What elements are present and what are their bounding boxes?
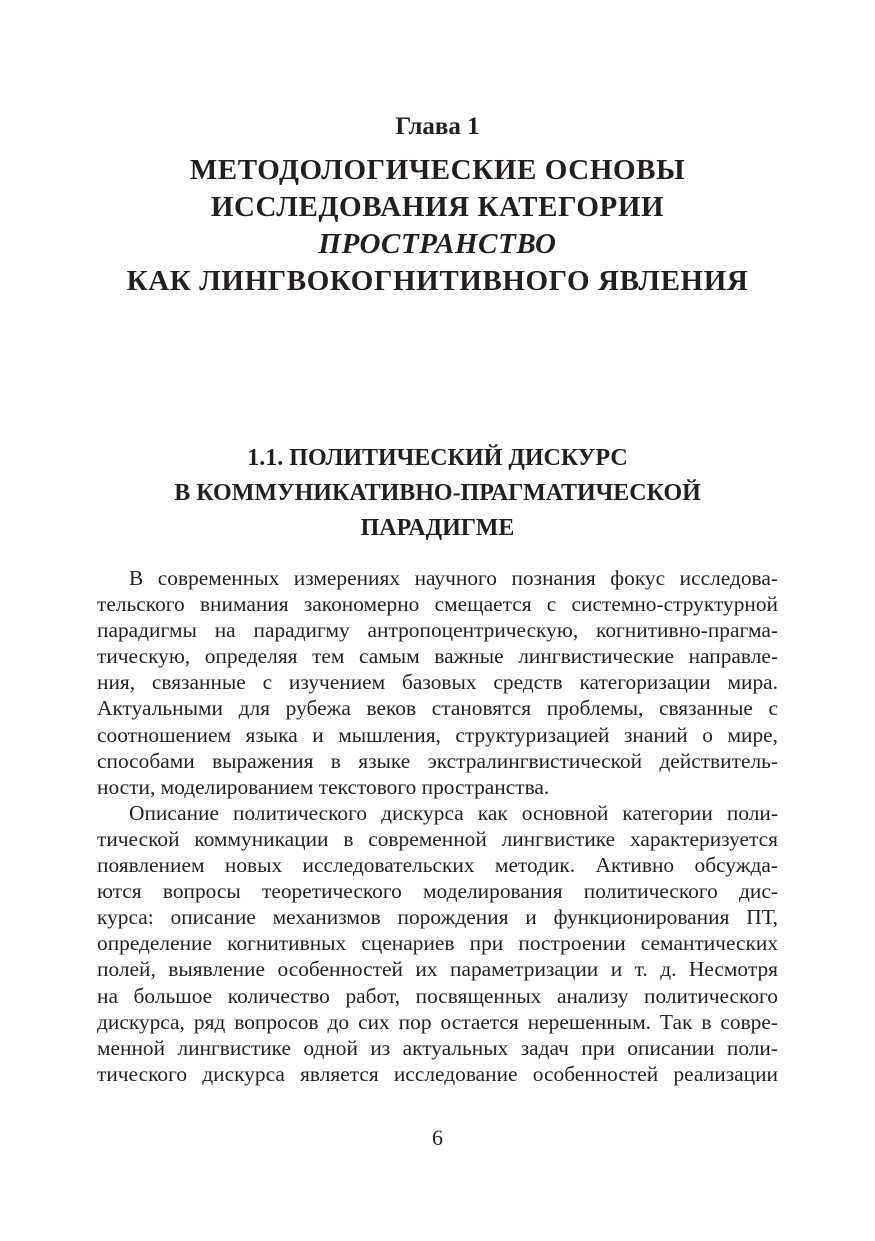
text-line: тическую, определяя тем самым важные лингвистические направле-	[97, 644, 778, 669]
paragraph-2	[97, 800, 778, 1087]
text-line: дискурса, ряд вопросов до сих пор остается нерешенным. Так в совре-	[97, 1009, 778, 1034]
text-line: Актуальными для рубежа веков становятся проблемы, связанные с	[97, 696, 778, 721]
text-line: ности, моделированием текстового пространства.	[97, 774, 550, 799]
text-line: появлением новых исследовательских методик. Активно обсужда-	[97, 853, 778, 878]
text-line: тической коммуникации в современной лингвистике характеризуется	[97, 826, 778, 851]
text-line: курса: описание механизмов порождения и функционирования ПТ,	[97, 905, 778, 930]
text-line: менной лингвистике одной из актуальных задач при описании поли-	[97, 1035, 778, 1060]
chapter-label: Глава 1	[395, 113, 480, 140]
chapter-title-line: КАК ЛИНГВОКОГНИТИВНОГО ЯВЛЕНИЯ	[126, 265, 749, 297]
page-number: 6	[432, 1125, 443, 1150]
text-line: определение когнитивных сценариев при построении семантических	[97, 931, 778, 956]
text-line: на большое количество работ, посвященных анализу политического	[97, 983, 778, 1008]
section-heading	[60, 441, 815, 546]
chapter-title-line: МЕТОДОЛОГИЧЕСКИЕ ОСНОВЫ	[189, 154, 686, 186]
text-line: ния, связанные с изучением базовых средств категоризации мира.	[97, 670, 778, 695]
section-heading-line: 1.1. ПОЛИТИЧЕСКИЙ ДИСКУРС	[247, 445, 628, 471]
section-heading-line: В КОММУНИКАТИВНО-ПРАГМАТИЧЕСКОЙ	[174, 480, 701, 506]
chapter-title	[60, 152, 815, 300]
text-line: тического дискурса является исследование особенностей реализации	[97, 1061, 778, 1086]
chapter-title-italic-term: ПРОСТРАНСТВО	[318, 228, 557, 260]
text-line: В современных измерениях научного познания фокус исследова-	[129, 566, 778, 590]
text-line: полей, выявление особенностей их параметризации и т. д. Несмотря	[97, 957, 778, 982]
paragraph-1	[97, 565, 778, 800]
text-line: ются вопросы теоретического моделирования политического дис-	[97, 879, 778, 904]
text-line: соотношением языка и мышления, структуризацией знаний о мире,	[97, 722, 778, 747]
text-line: тельского внимания закономерно смещается с системно-структурной	[97, 592, 778, 617]
text-line: способами выражения в языке экстралингвистической действитель-	[97, 748, 778, 773]
text-line: Описание политического дискурса как основной категории поли-	[129, 800, 778, 825]
section-heading-line: ПАРАДИГМЕ	[360, 515, 515, 541]
chapter-title-line: ИССЛЕДОВАНИЯ КАТЕГОРИИ	[210, 191, 665, 223]
body-text	[97, 565, 778, 1087]
text-line: парадигмы на парадигму антропоцентрическую, когнитивно-прагма-	[97, 618, 778, 643]
